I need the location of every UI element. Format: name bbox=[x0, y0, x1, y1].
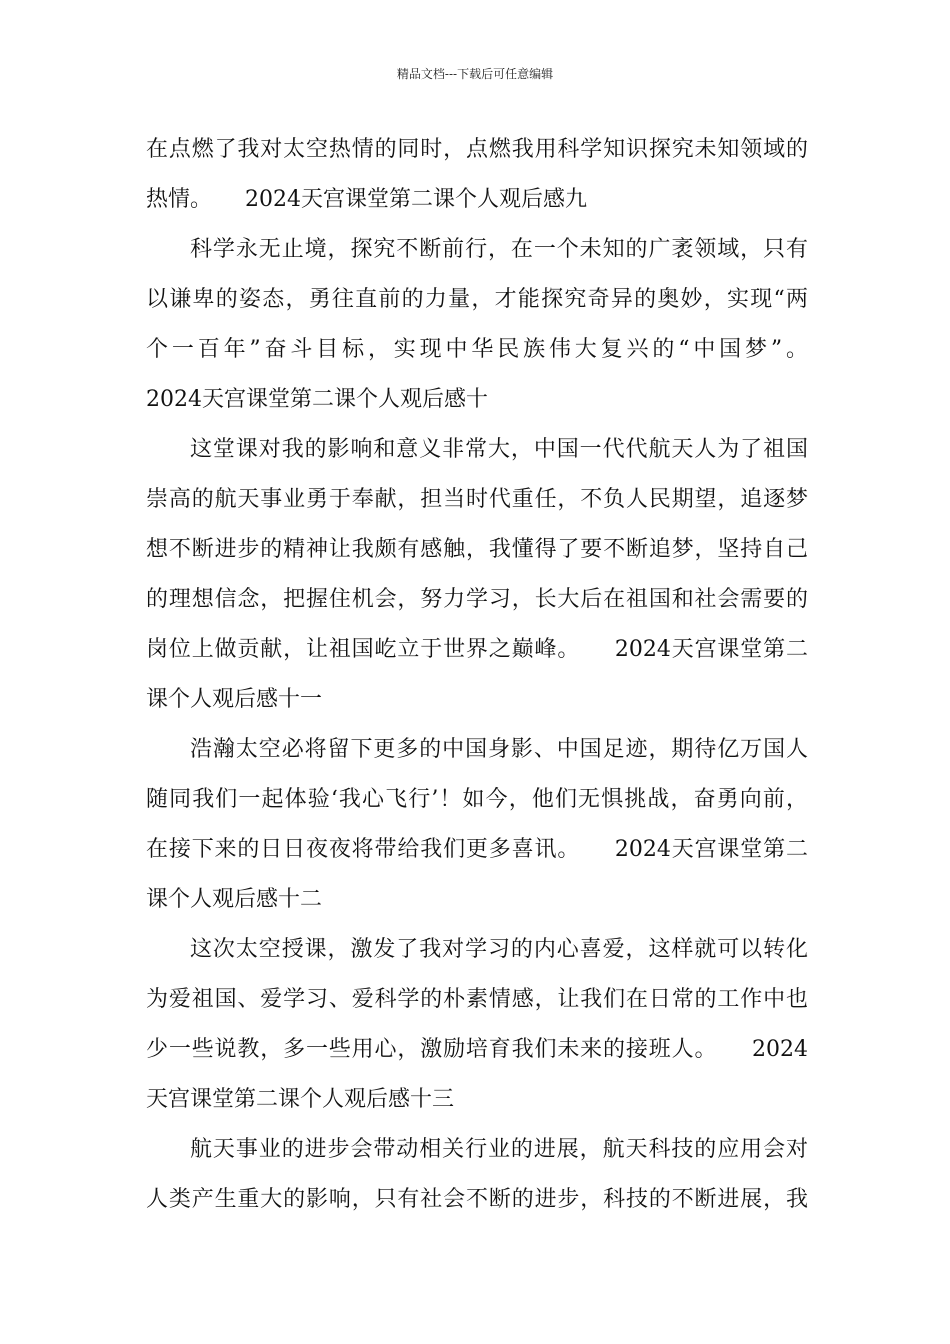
text-line: 少一些说教，多一些用心，激励培育我们未来的接班人。 2024 bbox=[146, 1037, 808, 1062]
text-line: 在接下来的日日夜夜将带给我们更多喜讯。 2024天宫课堂第二 bbox=[146, 837, 808, 862]
section-heading: 课个人观后感十二 bbox=[146, 887, 323, 912]
text-line: 的理想信念，把握住机会，努力学习，长大后在祖国和社会需要的 bbox=[146, 587, 808, 612]
text-line: 为爱祖国、爱学习、爱科学的朴素情感，让我们在日常的工作中也 bbox=[146, 987, 808, 1012]
text-line: 人类产生重大的影响，只有社会不断的进步，科技的不断进展，我 bbox=[146, 1187, 808, 1212]
section-heading: 课个人观后感十一 bbox=[146, 687, 323, 712]
text-line: 以谦卑的姿态，勇往直前的力量，才能探究奇异的奥妙，实现“两 bbox=[146, 287, 808, 312]
text-line: 这次太空授课，激发了我对学习的内心喜爱，这样就可以转化 bbox=[190, 937, 808, 962]
text-line: 个一百年”奋斗目标，实现中华民族伟大复兴的“中国梦”。 bbox=[146, 337, 808, 362]
text-line: 这堂课对我的影响和意义非常大，中国一代代航天人为了祖国 bbox=[190, 437, 808, 462]
page-header: 精品文档---下载后可任意编辑 bbox=[396, 67, 554, 81]
text-line: 想不断进步的精神让我颇有感触，我懂得了要不断追梦，坚持自己 bbox=[146, 537, 808, 562]
section-heading: 2024天宫课堂第二课个人观后感十 bbox=[146, 387, 488, 412]
text-line: 热情。 2024天宫课堂第二课个人观后感九 bbox=[146, 187, 587, 212]
text-line: 随同我们一起体验‘我心飞行’！如今，他们无惧挑战，奋勇向前， bbox=[146, 787, 808, 812]
text-line: 岗位上做贡献，让祖国屹立于世界之巅峰。 2024天宫课堂第二 bbox=[146, 637, 808, 662]
text-line: 在点燃了我对太空热情的同时，点燃我用科学知识探究未知领域的 bbox=[146, 137, 808, 162]
text-line: 崇高的航天事业勇于奉献，担当时代重任，不负人民期望，追逐梦 bbox=[146, 487, 808, 512]
text-line: 航天事业的进步会带动相关行业的进展，航天科技的应用会对 bbox=[190, 1137, 808, 1162]
text-line: 科学永无止境，探究不断前行，在一个未知的广袤领域，只有 bbox=[190, 237, 808, 262]
section-heading: 天宫课堂第二课个人观后感十三 bbox=[146, 1087, 455, 1112]
text-line: 浩瀚太空必将留下更多的中国身影、中国足迹，期待亿万国人 bbox=[190, 737, 808, 762]
